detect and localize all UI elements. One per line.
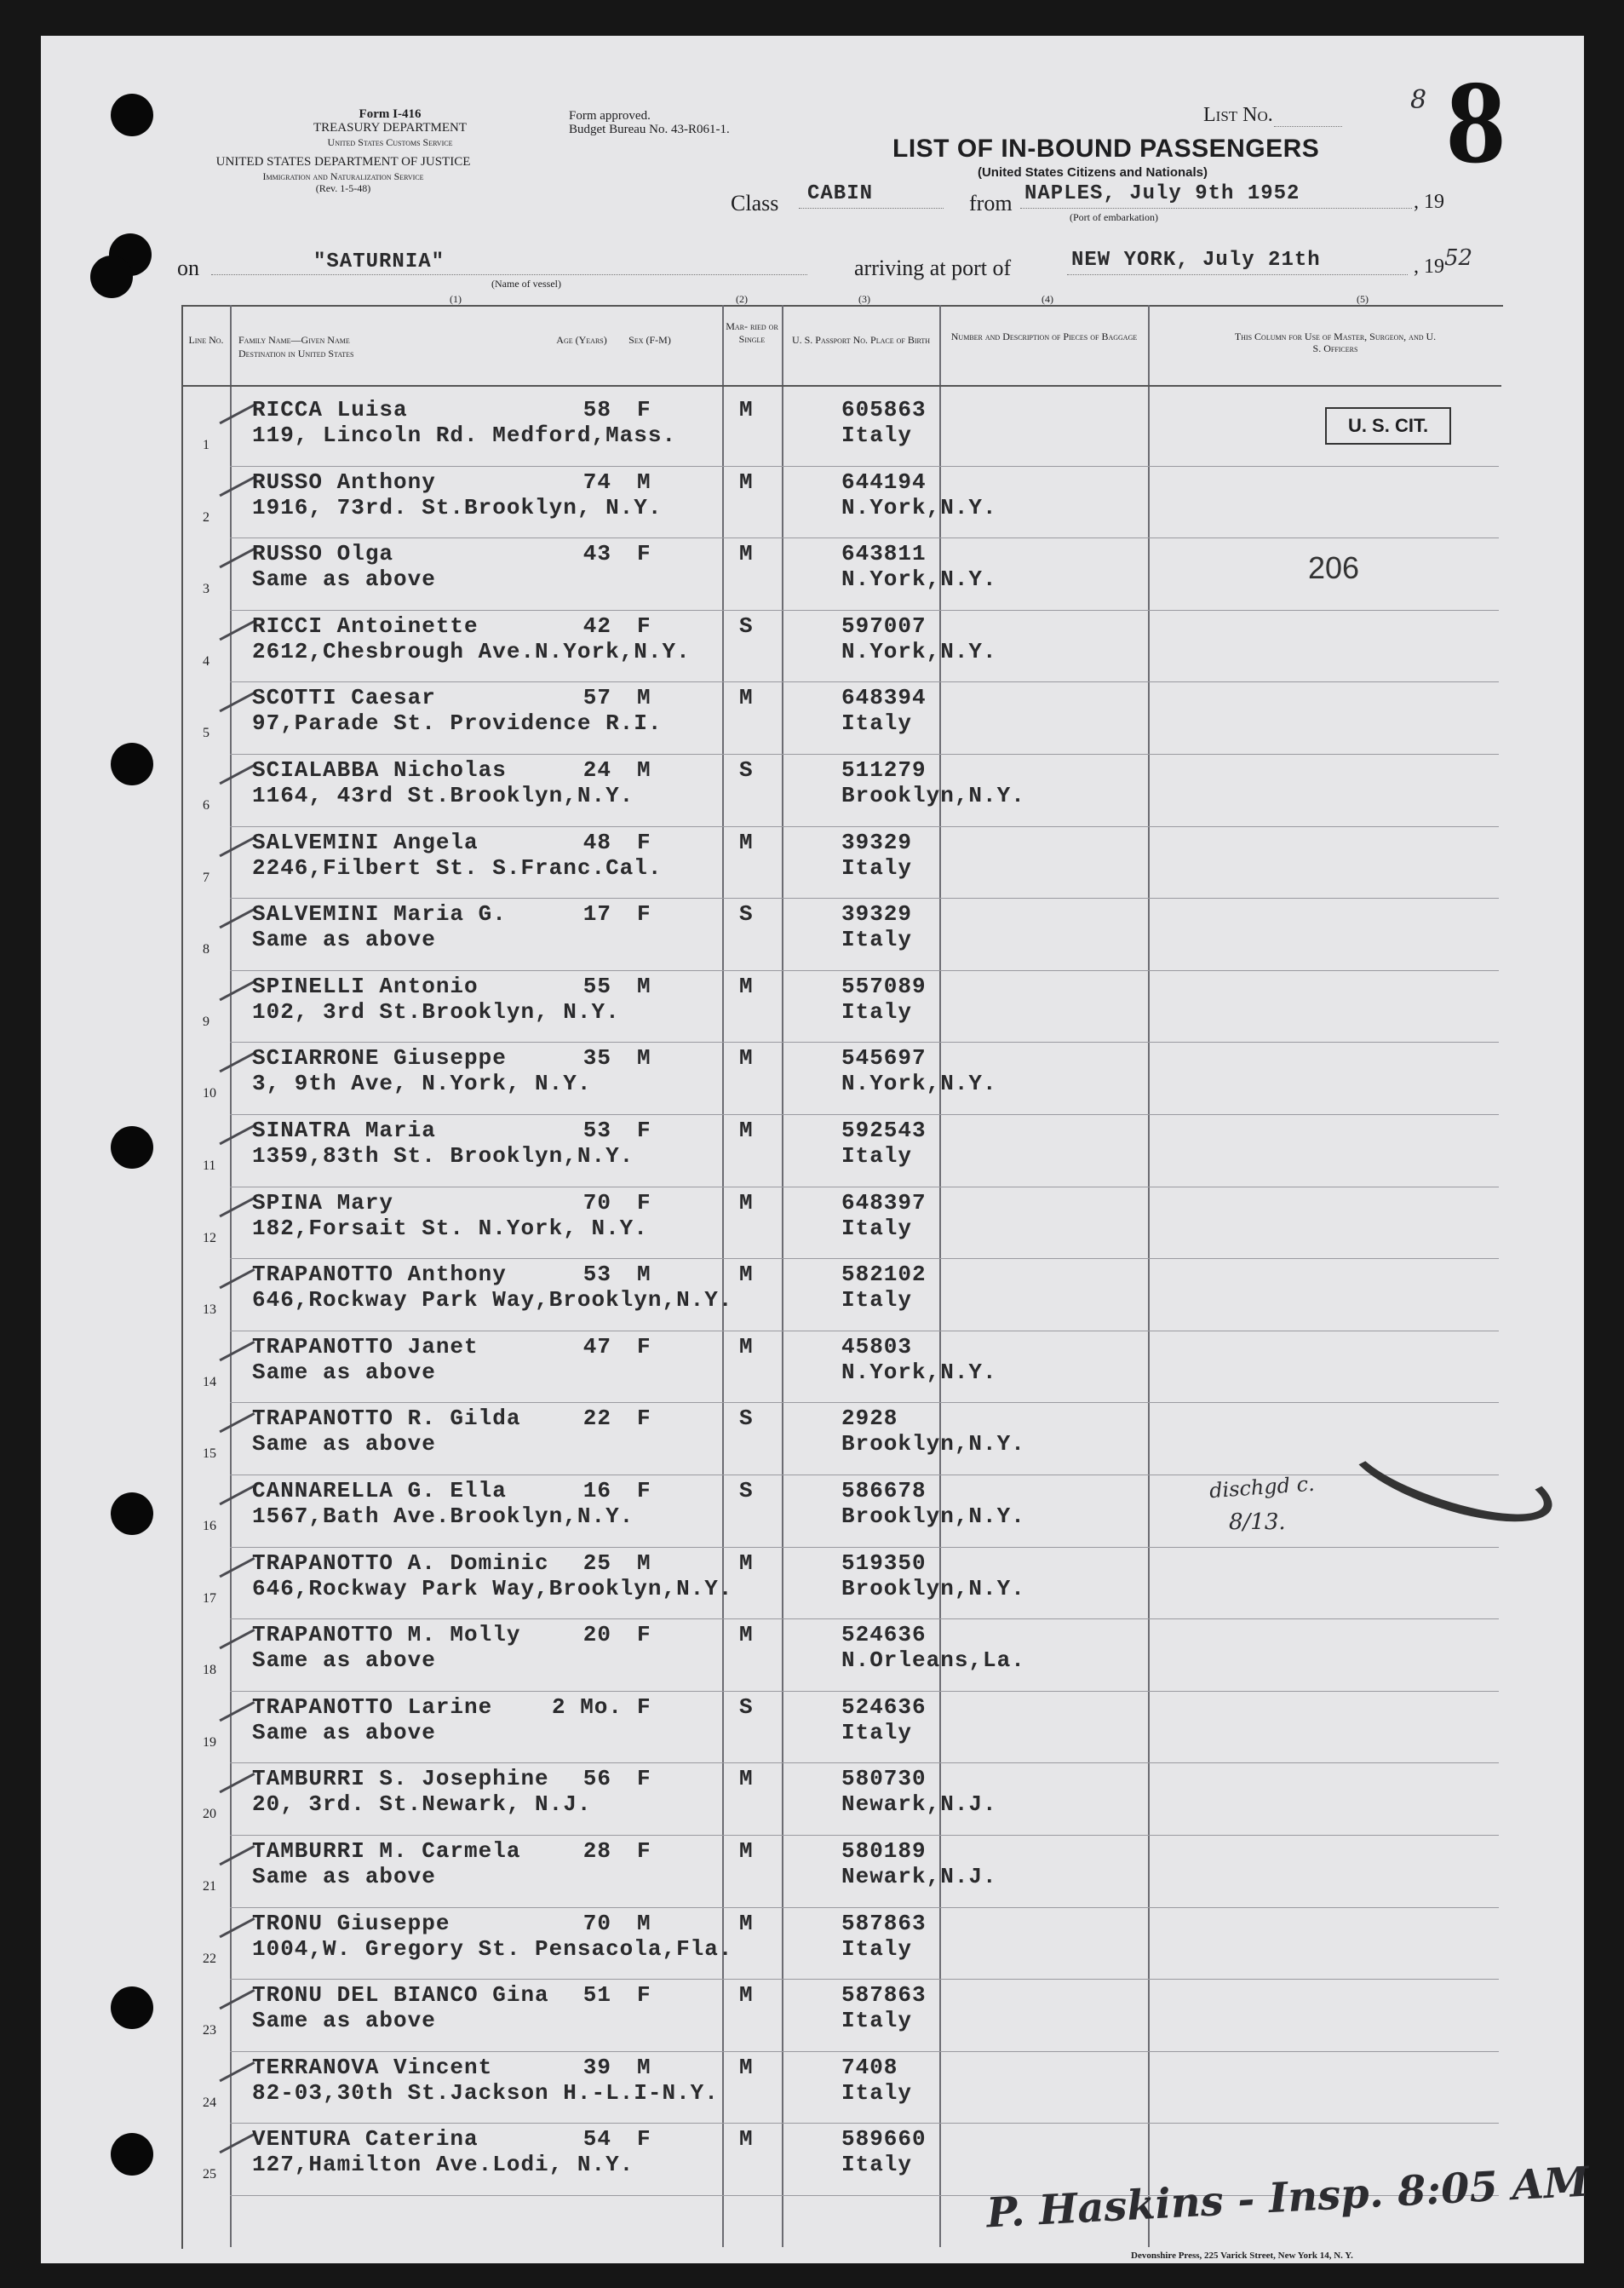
passenger-age: 53 — [582, 1262, 611, 1288]
passenger-sex: F — [637, 612, 651, 639]
vessel-caption: (Name of vessel) — [491, 278, 561, 290]
passenger-sex: M — [637, 1262, 651, 1288]
destination-address: 119, Lincoln Rd. Medford,Mass. — [252, 423, 677, 448]
marital-status: M — [739, 1910, 754, 1936]
passenger-sex: M — [637, 1910, 651, 1936]
col-divider — [939, 305, 941, 2247]
col-divider — [1148, 305, 1150, 2247]
line-number: 15 — [203, 1446, 216, 1462]
line-number: 11 — [203, 1158, 216, 1173]
place-of-birth: Newark,N.J. — [841, 1864, 997, 1889]
col-3-label: (3) — [858, 293, 870, 305]
passenger-age: 42 — [582, 612, 611, 639]
place-of-birth: N.Orleans,La. — [841, 1647, 1025, 1674]
passport-number: 648397 — [841, 1189, 927, 1216]
destination-address: 1164, 43rd St.Brooklyn,N.Y. — [252, 783, 634, 808]
row-divider — [230, 1907, 1499, 1908]
passport-number: 587863 — [841, 1910, 927, 1936]
passenger-sex: F — [637, 2126, 651, 2153]
place-of-birth: Newark,N.J. — [841, 1791, 997, 1818]
passenger-sex: M — [637, 685, 651, 711]
passenger-age: 51 — [582, 1982, 611, 2009]
destination-address: Same as above — [252, 2008, 436, 2034]
justice-dept: UNITED STATES DEPARTMENT OF JUSTICE — [215, 155, 471, 169]
place-of-birth: Brooklyn,N.Y. — [841, 1503, 1025, 1529]
passport-number: 524636 — [841, 1693, 927, 1720]
marital-status: M — [739, 541, 754, 567]
passenger-name: TERRANOVA Vincent — [252, 2054, 493, 2080]
passenger-name: TRAPANOTTO M. Molly — [252, 1622, 521, 1648]
place-of-birth: N.York,N.Y. — [841, 494, 997, 520]
destination-address: 102, 3rd St.Brooklyn, N.Y. — [252, 998, 620, 1025]
destination-address: 1359,83th St. Brooklyn,N.Y. — [252, 1143, 634, 1169]
arrival-value: NEW YORK, July 21th — [1071, 249, 1321, 272]
embark-line — [1020, 208, 1412, 209]
discharged-note: dischgd c. — [1208, 1471, 1316, 1503]
line-number: 13 — [203, 1302, 216, 1318]
form-title: LIST OF IN-BOUND PASSENGERS — [892, 135, 1320, 163]
marital-status: M — [739, 1982, 754, 2009]
line-number: 8 — [203, 942, 209, 957]
line-number: 3 — [203, 582, 209, 597]
inspector-signature: P. Haskins - Insp. 8:05 AM — [985, 2158, 1591, 2238]
marital-status: M — [739, 1262, 754, 1288]
destination-address: 646,Rockway Park Way,Brooklyn,N.Y. — [252, 1287, 733, 1314]
passenger-name: TAMBURRI M. Carmela — [252, 1838, 521, 1864]
marital-status: S — [739, 1406, 754, 1432]
class-label: Class — [731, 191, 779, 216]
passport-number: 580189 — [841, 1838, 927, 1864]
row-divider — [230, 898, 1499, 899]
marital-status: M — [739, 829, 754, 855]
vessel-line — [211, 274, 807, 275]
year-label: , 19 — [1414, 191, 1444, 213]
passport-number: 587863 — [841, 1982, 927, 2009]
embark-caption: (Port of embarkation) — [1070, 211, 1158, 223]
revision: (Rev. 1-5-48) — [315, 182, 371, 194]
line-number: 17 — [203, 1590, 216, 1606]
header-passport: U. S. Passport No. Place of Birth — [791, 334, 931, 346]
manifest-page — [41, 36, 1591, 2263]
passenger-age: 47 — [582, 1333, 611, 1360]
destination-address: 646,Rockway Park Way,Brooklyn,N.Y. — [252, 1575, 733, 1601]
line-number: 10 — [203, 1086, 216, 1101]
punch-hole — [111, 1126, 153, 1169]
treasury-dept: TREASURY DEPARTMENT — [313, 121, 468, 135]
line-number: 12 — [203, 1230, 216, 1245]
passenger-sex: F — [637, 397, 651, 423]
place-of-birth: N.York,N.Y. — [841, 1359, 997, 1385]
passport-number: 582102 — [841, 1262, 927, 1288]
marital-status: S — [739, 612, 754, 639]
passenger-name: VENTURA Caterina — [252, 2126, 479, 2153]
place-of-birth: N.York,N.Y. — [841, 638, 997, 664]
passenger-sex: M — [637, 1045, 651, 1072]
place-of-birth: Italy — [841, 710, 913, 737]
passenger-age: 39 — [582, 2054, 611, 2080]
class-line — [799, 208, 944, 209]
customs-service: United States Customs Service — [327, 136, 453, 148]
passenger-sex: F — [637, 1333, 651, 1360]
passenger-age: 2 Mo. — [552, 1693, 623, 1720]
destination-address: 1004,W. Gregory St. Pensacola,Fla. — [252, 1935, 733, 1962]
place-of-birth: Italy — [841, 2079, 913, 2106]
destination-address: Same as above — [252, 1864, 436, 1889]
destination-address: Same as above — [252, 1431, 436, 1457]
passenger-name: TRAPANOTTO R. Gilda — [252, 1406, 521, 1432]
passenger-name: TAMBURRI S. Josephine — [252, 1766, 549, 1792]
col-2-label: (2) — [736, 293, 748, 305]
row-divider — [230, 1618, 1499, 1619]
header-married: Mar- ried or Single — [726, 320, 778, 345]
header-baggage: Number and Description of Pieces of Baggage — [950, 331, 1138, 342]
punch-hole — [111, 94, 153, 136]
destination-address: 2612,Chesbrough Ave.N.York,N.Y. — [252, 638, 691, 664]
line-number: 5 — [203, 726, 209, 741]
passport-number: 597007 — [841, 612, 927, 639]
place-of-birth: Italy — [841, 927, 913, 953]
discharged-date: 8/13. — [1229, 1509, 1286, 1535]
passenger-sex: M — [637, 757, 651, 783]
row-divider — [230, 1691, 1499, 1692]
passport-number: 39329 — [841, 901, 913, 928]
punch-hole — [111, 2133, 153, 2176]
line-number: 23 — [203, 2023, 216, 2038]
line-number: 14 — [203, 1374, 216, 1389]
passport-number: 643811 — [841, 541, 927, 567]
destination-address: Same as above — [252, 1359, 436, 1385]
passenger-name: SALVEMINI Angela — [252, 829, 479, 855]
header-name: Family Name—Given Name — [238, 334, 350, 346]
passenger-age: 54 — [582, 2126, 611, 2153]
passenger-age: 70 — [582, 1910, 611, 1936]
printer-footer: Devonshire Press, 225 Varick Street, New York 14, N. Y. — [1131, 2251, 1353, 2261]
place-of-birth: Italy — [841, 2152, 913, 2178]
form-subtitle: (United States Citizens and Nationals) — [977, 165, 1208, 180]
list-no-line — [1274, 126, 1342, 127]
place-of-birth: Italy — [841, 2008, 913, 2034]
row-divider — [230, 1979, 1499, 1980]
embark-value: NAPLES, July 9th 1952 — [1024, 182, 1300, 205]
passenger-sex: F — [637, 829, 651, 855]
header-bottom-rule — [181, 385, 1501, 387]
passport-number: 644194 — [841, 469, 927, 495]
on-label: on — [177, 256, 199, 280]
destination-address: 3, 9th Ave, N.York, N.Y. — [252, 1071, 592, 1097]
marital-status: S — [739, 901, 754, 928]
passenger-age: 70 — [582, 1189, 611, 1216]
passenger-age: 53 — [582, 1118, 611, 1143]
form-id: Form I-416 — [359, 107, 422, 121]
line-number: 16 — [203, 1519, 216, 1533]
passenger-sex: M — [637, 2054, 651, 2080]
passenger-age: 17 — [582, 901, 611, 928]
punch-hole — [111, 743, 153, 785]
marital-status: M — [739, 2126, 754, 2153]
marital-status: M — [739, 1118, 754, 1143]
passenger-sex: F — [637, 1406, 651, 1432]
col-divider — [230, 305, 232, 2247]
passenger-name: SALVEMINI Maria G. — [252, 901, 507, 928]
line-number: 4 — [203, 653, 209, 669]
line-number: 25 — [203, 2167, 216, 2182]
row-divider — [230, 1547, 1499, 1548]
line-number: 24 — [203, 2095, 216, 2110]
marital-status: M — [739, 2054, 754, 2080]
year2-value: 52 — [1444, 245, 1473, 271]
marital-status: M — [739, 1549, 754, 1576]
col-5-label: (5) — [1357, 293, 1369, 305]
place-of-birth: Italy — [841, 423, 913, 448]
passenger-name: SCOTTI Caesar — [252, 685, 436, 711]
destination-address: Same as above — [252, 1719, 436, 1745]
header-officers: This Column for Use of Master, Surgeon, and U. S. Officers — [1234, 331, 1437, 354]
ins-service: Immigration and Naturalization Service — [262, 170, 424, 182]
passport-number: 589660 — [841, 2126, 927, 2153]
marital-status: S — [739, 1478, 754, 1503]
place-of-birth: N.York,N.Y. — [841, 566, 997, 593]
list-no-label: List No. — [1203, 104, 1273, 126]
annotation-206: 206 — [1308, 550, 1360, 585]
place-of-birth: Brooklyn,N.Y. — [841, 783, 1025, 808]
passenger-age: 16 — [582, 1478, 611, 1503]
passenger-name: TRONU Giuseppe — [252, 1910, 450, 1936]
arriving-label: arriving at port of — [854, 256, 1012, 280]
passenger-name: TRAPANOTTO Janet — [252, 1333, 479, 1360]
class-value: CABIN — [807, 182, 874, 205]
line-number: 22 — [203, 1951, 216, 1966]
passenger-name: SINATRA Maria — [252, 1118, 436, 1143]
header-age: Age (Years) — [556, 334, 607, 346]
passport-number: 7408 — [841, 2054, 898, 2080]
line-number: 1 — [203, 438, 209, 452]
destination-address: Same as above — [252, 1647, 436, 1674]
passenger-name: RUSSO Olga — [252, 541, 394, 567]
row-divider — [230, 610, 1499, 611]
passenger-name: TRAPANOTTO Anthony — [252, 1262, 507, 1288]
place-of-birth: Italy — [841, 1143, 913, 1169]
marital-status: M — [739, 1838, 754, 1864]
place-of-birth: N.York,N.Y. — [841, 1071, 997, 1097]
marital-status: M — [739, 1333, 754, 1360]
vessel-name: "SATURNIA" — [313, 250, 445, 273]
passenger-age: 56 — [582, 1766, 611, 1792]
header-destination: Destination in United States — [238, 348, 354, 359]
place-of-birth: Italy — [841, 1719, 913, 1745]
passport-number: 586678 — [841, 1478, 927, 1503]
passenger-age: 25 — [582, 1549, 611, 1576]
destination-address: 127,Hamilton Ave.Lodi, N.Y. — [252, 2152, 634, 2178]
destination-address: Same as above — [252, 927, 436, 953]
passenger-sex: F — [637, 1622, 651, 1648]
passenger-name: SCIARRONE Giuseppe — [252, 1045, 507, 1072]
header-line-no: Line No. — [188, 334, 224, 346]
passenger-name: CANNARELLA G. Ella — [252, 1478, 507, 1503]
destination-address: 82-03,30th St.Jackson H.-L.I-N.Y. — [252, 2079, 719, 2106]
budget-bureau: Budget Bureau No. 43-R061-1. — [569, 123, 730, 136]
row-divider — [230, 2051, 1499, 2052]
marital-status: S — [739, 1693, 754, 1720]
passenger-age: 55 — [582, 973, 611, 999]
row-divider — [230, 1835, 1499, 1836]
passenger-name: RICCA Luisa — [252, 397, 408, 423]
line-number: 20 — [203, 1807, 216, 1822]
from-label: from — [969, 191, 1013, 216]
passenger-age: 20 — [582, 1622, 611, 1648]
col-4-label: (4) — [1042, 293, 1053, 305]
list-no-stamped: 8 — [1446, 56, 1506, 188]
punch-hole — [111, 1492, 153, 1535]
passenger-sex: F — [637, 1693, 651, 1720]
place-of-birth: Italy — [841, 1935, 913, 1962]
line-number: 9 — [203, 1014, 209, 1029]
passport-number: 39329 — [841, 829, 913, 855]
passenger-name: SCIALABBA Nicholas — [252, 757, 507, 783]
punch-hole — [111, 1986, 153, 2029]
passenger-sex: F — [637, 541, 651, 567]
place-of-birth: Italy — [841, 998, 913, 1025]
marital-status: M — [739, 1766, 754, 1792]
passport-number: 605863 — [841, 397, 927, 423]
passenger-age: 22 — [582, 1406, 611, 1432]
passenger-name: TRAPANOTTO Larine — [252, 1693, 493, 1720]
passenger-sex: F — [637, 1478, 651, 1503]
passenger-age: 48 — [582, 829, 611, 855]
row-divider — [230, 1402, 1499, 1403]
line-number: 18 — [203, 1663, 216, 1678]
passenger-name: SPINA Mary — [252, 1189, 394, 1216]
place-of-birth: Brooklyn,N.Y. — [841, 1431, 1025, 1457]
line-number: 2 — [203, 509, 209, 525]
passenger-name: SPINELLI Antonio — [252, 973, 479, 999]
punch-hole — [90, 256, 133, 298]
row-divider — [230, 1258, 1499, 1259]
passenger-name: TRONU DEL BIANCO Gina — [252, 1982, 549, 2009]
passenger-sex: M — [637, 469, 651, 495]
line-number: 6 — [203, 798, 209, 813]
row-divider — [230, 681, 1499, 682]
passenger-age: 74 — [582, 469, 611, 495]
row-divider — [230, 1042, 1499, 1043]
passenger-age: 35 — [582, 1045, 611, 1072]
destination-address: 2246,Filbert St. S.Franc.Cal. — [252, 854, 663, 881]
passenger-sex: F — [637, 1118, 651, 1143]
passenger-sex: F — [637, 1189, 651, 1216]
list-no-handwritten: 8 — [1410, 85, 1427, 115]
passenger-sex: M — [637, 1549, 651, 1576]
passenger-name: RICCI Antoinette — [252, 612, 479, 639]
place-of-birth: Italy — [841, 1215, 913, 1241]
arrival-line — [1067, 274, 1408, 275]
passenger-name: TRAPANOTTO A. Dominic — [252, 1549, 549, 1576]
row-divider — [230, 970, 1499, 971]
passport-number: 557089 — [841, 973, 927, 999]
passenger-sex: F — [637, 1838, 651, 1864]
year2-label: , 19 — [1414, 256, 1444, 278]
line-number: 7 — [203, 870, 209, 885]
place-of-birth: Brooklyn,N.Y. — [841, 1575, 1025, 1601]
passenger-age: 43 — [582, 541, 611, 567]
passport-number: 511279 — [841, 757, 927, 783]
destination-address: 1567,Bath Ave.Brooklyn,N.Y. — [252, 1503, 634, 1529]
passenger-name: RUSSO Anthony — [252, 469, 436, 495]
row-divider — [230, 754, 1499, 755]
marital-status: M — [739, 973, 754, 999]
col-divider — [782, 305, 783, 2247]
row-divider — [230, 1762, 1499, 1763]
place-of-birth: Italy — [841, 854, 913, 881]
passport-number: 2928 — [841, 1406, 898, 1432]
marital-status: M — [739, 1045, 754, 1072]
line-number: 21 — [203, 1879, 216, 1894]
passenger-sex: F — [637, 1766, 651, 1792]
passenger-sex: F — [637, 1982, 651, 2009]
col-1-label: (1) — [450, 293, 462, 305]
marital-status: M — [739, 1189, 754, 1216]
passport-number: 519350 — [841, 1549, 927, 1576]
marital-status: M — [739, 469, 754, 495]
header-sex: Sex (F-M) — [628, 334, 671, 346]
passport-number: 580730 — [841, 1766, 927, 1792]
marital-status: M — [739, 397, 754, 423]
marital-status: M — [739, 685, 754, 711]
passenger-sex: F — [637, 901, 651, 928]
place-of-birth: Italy — [841, 1287, 913, 1314]
passenger-age: 24 — [582, 757, 611, 783]
row-divider — [230, 826, 1499, 827]
passport-number: 45803 — [841, 1333, 913, 1360]
row-divider — [230, 2123, 1499, 2124]
row-divider — [230, 466, 1499, 467]
passenger-age: 57 — [582, 685, 611, 711]
marital-status: M — [739, 1622, 754, 1648]
destination-address: Same as above — [252, 566, 436, 593]
passport-number: 545697 — [841, 1045, 927, 1072]
us-citizen-stamp: U. S. CIT. — [1325, 407, 1451, 445]
passenger-age: 28 — [582, 1838, 611, 1864]
passport-number: 592543 — [841, 1118, 927, 1143]
destination-address: 182,Forsait St. N.York, N.Y. — [252, 1215, 648, 1241]
marital-status: S — [739, 757, 754, 783]
destination-address: 97,Parade St. Providence R.I. — [252, 710, 663, 737]
passenger-sex: M — [637, 973, 651, 999]
destination-address: 1916, 73rd. St.Brooklyn, N.Y. — [252, 494, 663, 520]
passport-number: 524636 — [841, 1622, 927, 1648]
line-number: 19 — [203, 1734, 216, 1750]
passenger-age: 58 — [582, 397, 611, 423]
form-approved: Form approved. — [569, 109, 651, 123]
row-divider — [230, 1114, 1499, 1115]
passport-number: 648394 — [841, 685, 927, 711]
destination-address: 20, 3rd. St.Newark, N.J. — [252, 1791, 592, 1818]
